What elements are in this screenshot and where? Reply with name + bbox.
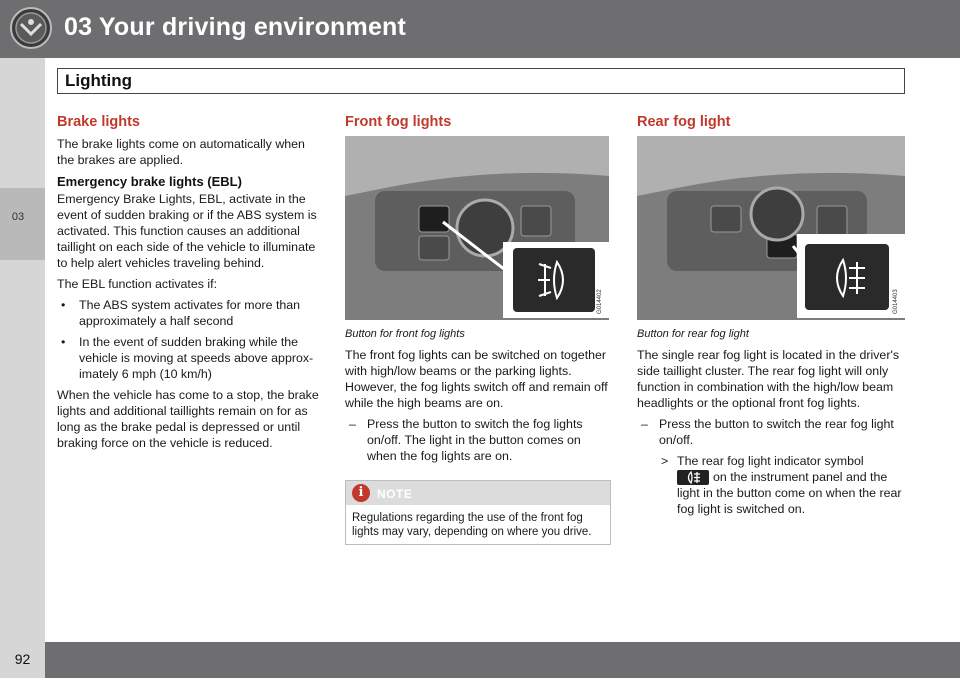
note-text: Regulations regarding the use of the front fog lights may vary, depending on where you drive. <box>352 512 592 538</box>
note-header <box>346 481 610 505</box>
front-fog-caption: Button for front fog lights <box>345 328 465 340</box>
brake-stop-text: When the vehicle has come to a stop, the brake lights and additional taillights remain on for as long as the brake pedal is depressed or until braking force on the vehicle is reduced. <box>57 388 319 450</box>
brake-intro: The brake lights come on automatically when the brakes are applied. <box>57 137 305 167</box>
chapter-title: 03 Your driving environment <box>64 13 407 41</box>
step-marker: – <box>641 417 648 431</box>
bullet-text: The ABS system activates for more than approximately a half second <box>79 298 301 328</box>
bullet-marker: • <box>61 335 66 349</box>
chapter-number: 03 <box>11 211 25 223</box>
rear-fog-heading: Rear fog light <box>637 114 731 130</box>
rear-fog-photo <box>637 136 905 320</box>
result-item <box>637 453 907 517</box>
volvo-logo-icon <box>9 6 53 50</box>
result-text-after: on the instrument panel and the light in the button come on when the rear fog light is switched on. <box>677 470 902 517</box>
ebl-text: Emergency Brake Lights, EBL, activate in the event of sudden braking or if the ABS system is activated. This function causes an additional taillight on each side of the vehicle to illuminate to help alert vehicles traveling behind. <box>57 192 317 270</box>
rear-fog-image-code: G014403 <box>893 289 899 314</box>
sidebar <box>0 58 45 642</box>
section-bar <box>57 68 905 94</box>
front-fog-image-code: G014402 <box>597 289 603 314</box>
result-marker: > <box>661 454 669 468</box>
front-fog-heading: Front fog lights <box>345 114 452 130</box>
step-marker: – <box>349 417 356 431</box>
front-fog-column <box>345 114 611 545</box>
brake-lights-column <box>57 114 321 456</box>
step-text: Press the button to switch the fog lights on/off. The light in the button comes on when the fog lights are on. <box>367 417 583 463</box>
page-number: 92 <box>14 651 31 667</box>
step-item <box>637 416 907 448</box>
rear-fog-indicator-icon <box>677 470 709 485</box>
brake-lights-heading: Brake lights <box>57 114 140 130</box>
bullet-marker: • <box>61 298 66 312</box>
front-fog-photo <box>345 136 609 320</box>
info-icon: i <box>352 484 370 502</box>
rear-fog-text: The single rear fog light is located in the driver's side taillight cluster. The rear fog light will only function in combination with the high/low beam headlights or the optional front fog lights. <box>637 348 900 410</box>
section-title: Lighting <box>65 71 133 90</box>
ebl-activates: The EBL function activates if: <box>57 277 218 291</box>
page-footer <box>0 642 960 678</box>
result-text-before: The rear fog light indicator symbol <box>677 454 864 468</box>
step-item <box>345 416 611 464</box>
chapter-tab <box>0 188 45 260</box>
bullet-text: In the event of sudden braking while the vehicle is moving at speeds above approx-imately 6 mph (10 km/h) <box>79 335 314 381</box>
rear-fog-caption: Button for rear fog light <box>637 328 749 340</box>
note-box <box>345 480 611 545</box>
note-label: NOTE <box>377 487 413 501</box>
rear-fog-column <box>637 114 907 522</box>
front-fog-text: The front fog lights can be switched on together with high/low beams or the parking lights. However, the fog lights switch off and remain off while the high beams are on. <box>345 348 608 410</box>
step-text: Press the button to switch the rear fog light on/off. <box>659 417 894 447</box>
list-item <box>57 297 321 329</box>
list-item <box>57 334 321 382</box>
ebl-heading: Emergency brake lights (EBL) <box>57 174 242 189</box>
